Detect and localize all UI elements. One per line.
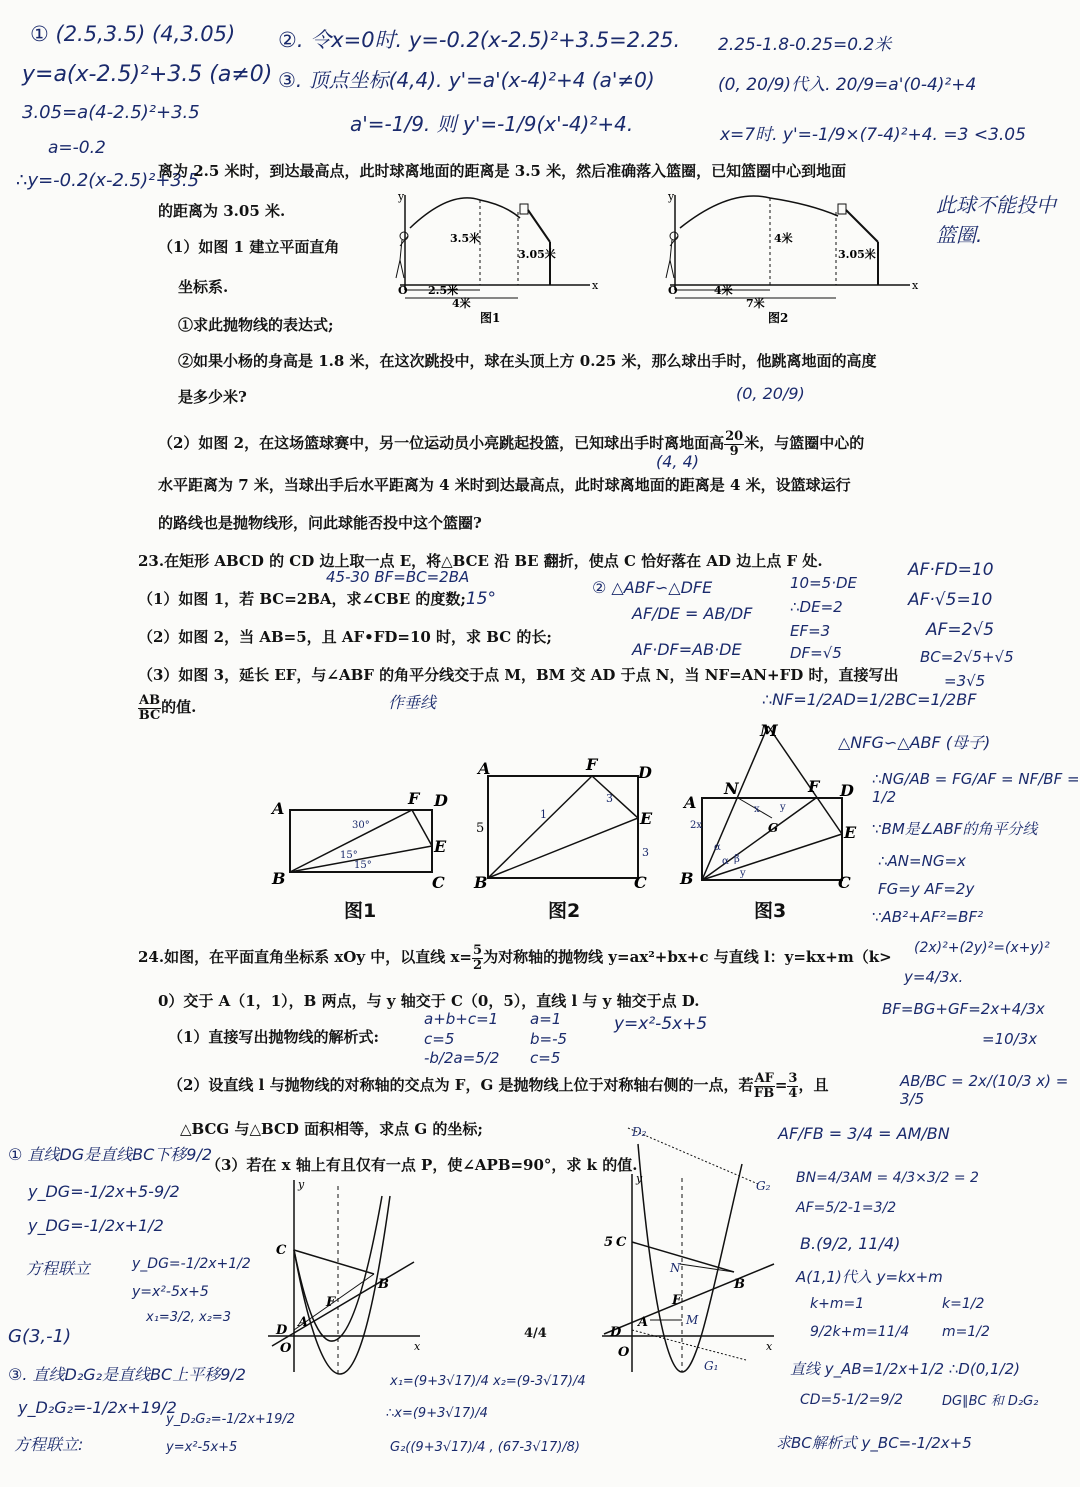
p23f1-C: C — [432, 873, 445, 892]
hw-p23-r15: ∵BM是∠ABF的角平分线 — [872, 820, 1038, 838]
fig1-d2: 4米 — [452, 297, 471, 310]
hw-top-mid-2: ③. 顶点坐标(4,4). y'=a'(x-4)²+4 (a'≠0) — [278, 68, 655, 92]
hw-p23-r9: AF=2√5 — [926, 620, 995, 640]
g2-C: C — [616, 1235, 627, 1250]
p23-ratio-fraction — [138, 694, 161, 722]
p23f1-angle-1: 30° — [352, 820, 370, 831]
p24-q2-frac-num: AF — [754, 1071, 774, 1086]
g2-B: B — [734, 1277, 745, 1292]
hw-p24-left-7: x₁=3/2, x₂=3 — [146, 1310, 232, 1325]
hw-p23-r14: ∴NG/AB = FG/AF = NF/BF = 1/2 — [872, 770, 1080, 806]
p23f3-mark-x: x — [754, 804, 760, 815]
hw-p23-r12: ∴NF=1/2AD=1/2BC=1/2BF — [762, 690, 977, 709]
hw-p24-left-10: y_D₂G₂=-1/2x+19/2 — [18, 1398, 177, 1417]
p22-frac-num: 20 — [725, 429, 744, 444]
fig2-caption: 图2 — [768, 311, 789, 325]
p23f3-B: B — [680, 869, 694, 888]
p22-line-2: 的距离为 3.05 米. — [158, 202, 286, 220]
hw-p24-mid-1: x₁=(9+3√17)/4 x₂=(9-3√17)/4 — [390, 1374, 586, 1389]
p23f3-M: M — [760, 721, 778, 740]
p22-part-2a-tail: 米，与篮圈中心的 — [744, 434, 865, 453]
g2-G2: G₂ — [756, 1179, 771, 1193]
hw-top-line-1: ① (2.5,3.5) (4,3.05) — [30, 22, 236, 46]
p24-stem-b: 为对称轴的抛物线 y=ax²+bx+c 与直线 l：y=kx+m（k> — [483, 948, 892, 967]
hw-p24-right-2: BN=4/3AM = 4/3×3/2 = 2 — [796, 1170, 979, 1186]
hw-p24-right-7: 9/2k+m=11/4 — [810, 1324, 910, 1340]
hw-top-mid-1: ②. 令x=0时. y=-0.2(x-2.5)²+3.5=2.25. — [278, 28, 681, 52]
g1-C: C — [276, 1243, 287, 1258]
hw-p24-right-4: B.(9/2, 11/4) — [800, 1234, 901, 1253]
hw-p24-sys1 — [424, 1010, 499, 1069]
hw-p24-left-11: 方程联立: — [14, 1435, 84, 1454]
p22-q2: ②如果小杨的身高是 1.8 米，在这次跳投中，球在头顶上方 0.25 米，那么球出手时，他跳离地面的高度 — [178, 352, 877, 370]
p23f2-B: B — [474, 873, 488, 892]
fig1-origin: O — [398, 284, 408, 297]
g2-F: F — [672, 1293, 682, 1308]
g1-B: B — [378, 1277, 389, 1292]
p23f2-A: A — [478, 759, 491, 778]
hw-p23-r18: ∵AB²+AF²=BF² — [872, 908, 984, 926]
g1-O: O — [280, 1341, 292, 1356]
p24-frac-den: 2 — [473, 957, 483, 973]
p23f3-mark-y: y — [780, 802, 786, 813]
g1-D: D — [276, 1323, 288, 1338]
hw-top-right-2: (0, 20/9)代入. 20/9=a'(0-4)²+4 — [718, 75, 977, 95]
hw-p24-right-1: AF/FB = 3/4 = AM/BN — [778, 1124, 950, 1143]
hw-p24-left-12: y_D₂G₂=-1/2x+19/2 — [166, 1412, 295, 1427]
hw-p24-q1-answer: y=x²-5x+5 — [614, 1014, 708, 1034]
hw-p23-r13: △NFG∽△ABF (母子) — [838, 733, 991, 752]
p24-q2-frac2-num: 3 — [788, 1071, 798, 1086]
hw-p24-sys1-row1: a+b+c=1 — [424, 1010, 499, 1028]
p22-part-1b: 坐标系. — [178, 278, 229, 296]
fig2-h1: 4米 — [774, 232, 793, 245]
hw-p24-sys2-row2: b=-5 — [530, 1029, 568, 1048]
p23-q3-tail: 的值. — [161, 698, 197, 717]
hw-p23-r4: ∴DE=2 — [790, 598, 843, 616]
hw-p24-sys1-row2: c=5 — [424, 1029, 455, 1048]
g1-F: F — [326, 1295, 336, 1310]
p24-frac-num: 5 — [473, 943, 483, 958]
p23f2-C: C — [634, 873, 647, 892]
hw-p24-sys1-row3: -b/2a=5/2 — [424, 1049, 500, 1067]
p24-ratio-fraction-1 — [754, 1072, 775, 1100]
p23f2-num-3b: 3 — [642, 846, 649, 859]
p23-q3: （3）如图 3，延长 EF，与∠ABF 的角平分线交于点 M，BM 交 AD 于点 N，当 NF=AN+FD 时，直接写出 — [138, 666, 899, 684]
hw-top-right-3: x=7时. y'=-1/9×(7-4)²+4. =3 <3.05 — [720, 125, 1026, 145]
hw-p24-sys2 — [530, 1010, 567, 1069]
hw-p23-sim: ② △ABF∽△DFE — [592, 578, 713, 597]
p23f3-mark-beta: β — [734, 854, 740, 865]
p23f2-num-3a: 3 — [606, 792, 613, 805]
p23-q1 — [138, 588, 496, 609]
p23f3-mark-y2: y — [740, 868, 746, 879]
hw-top-line-3: 3.05=a(4-2.5)²+3.5 — [22, 102, 200, 123]
hw-p24-right-13: 求BC解析式 y_BC=-1/2x+5 — [776, 1434, 972, 1452]
p24-q2-c: ，且 — [798, 1076, 829, 1095]
fig2-origin: O — [668, 284, 678, 297]
p23f1-angle-3: 15° — [354, 860, 372, 871]
p23-figure-1 — [270, 780, 450, 890]
g1-A: A — [298, 1315, 309, 1330]
p22-figure-1 — [380, 190, 600, 325]
fig2-y-label: y — [668, 190, 675, 203]
hw-p24-left-5: y_DG=-1/2x+1/2 — [132, 1256, 251, 1272]
p24-graph-1 — [264, 1176, 424, 1376]
hw-p24-right-6: k+m=1 — [810, 1296, 865, 1312]
p23f2-num-5: 5 — [476, 821, 485, 836]
g2-D: D — [610, 1325, 622, 1340]
p24-q1: （1）直接写出抛物线的解析式: — [168, 1028, 379, 1046]
hw-top-mid-3: a'=-1/9. 则 y'=-1/9(x'-4)²+4. — [350, 112, 634, 136]
p23-q3-b — [138, 694, 196, 722]
g1-y: y — [298, 1178, 305, 1191]
p24-page-number: 4/4 — [524, 1326, 547, 1341]
hw-top-line-5: ∴y=-0.2(x-2.5)²+3.5 — [16, 170, 200, 191]
p24-stem-1 — [138, 944, 892, 972]
fig1-y-label: y — [398, 190, 405, 203]
fig1-x-label: x — [592, 279, 599, 292]
hw-p24-left-13: y=x²-5x+5 — [166, 1440, 238, 1455]
hw-p23-r3: 10=5·DE — [790, 574, 857, 592]
p24-ratio-fraction-2 — [787, 1072, 798, 1100]
hw-p23-r5: EF=3 — [790, 622, 831, 640]
hw-p23-r7: AF·FD=10 — [908, 560, 994, 580]
hw-p24-left-9: ③. 直线D₂G₂是直线BC上平移9/2 — [8, 1365, 246, 1384]
hw-p23-r23: AB/BC = 2x/(10/3 x) = 3/5 — [900, 1072, 1069, 1108]
hw-p24-right-12: DG∥BC 和 D₂G₂ — [942, 1394, 1039, 1409]
hw-p24-right-11: CD=5-1/2=9/2 — [800, 1392, 904, 1408]
p23f1-E: E — [434, 837, 447, 856]
p23f3-mark-alpha-2: α — [722, 856, 729, 867]
p23f3-mark-2x: 2x — [690, 820, 703, 831]
p24-q2-a: （2）设直线 l 与抛物线的对称轴的交点为 F，G 是抛物线上位于对称轴右侧的一点，若 — [168, 1076, 754, 1095]
p24-axis-fraction — [472, 944, 483, 972]
g2-x: x — [766, 1340, 773, 1353]
p23-fig2-caption: 图2 — [548, 900, 581, 922]
p23-q2: （2）如图 2，当 AB=5，且 AF•FD=10 时，求 BC 的长; — [138, 628, 552, 646]
p24-graph-2 — [598, 1124, 788, 1374]
p23f3-C: C — [838, 873, 851, 892]
fig1-h1: 3.5米 — [450, 232, 481, 245]
fig2-d1: 4米 — [714, 284, 733, 297]
fig2-h2: 3.05米 — [838, 248, 876, 261]
p22-q2b: 是多少米? — [178, 388, 247, 406]
hw-p24-right-3: AF=5/2-1=3/2 — [796, 1200, 897, 1216]
fig1-h2: 3.05米 — [518, 248, 556, 261]
hw-p24-mid-2: ∴x=(9+3√17)/4 — [386, 1406, 488, 1421]
hw-p23-r17: FG=y AF=2y — [878, 880, 975, 898]
p22-part-2a — [158, 430, 864, 458]
g2-M: M — [686, 1313, 699, 1327]
p22-q1: ①求此抛物线的表达式; — [178, 316, 334, 334]
fig1-caption: 图1 — [480, 311, 501, 325]
p23-stem: 23.在矩形 ABCD 的 CD 边上取一点 E，将△BCE 沿 BE 翻折，使点 C 恰好落在 AD 边上点 F 处. — [138, 552, 823, 570]
p23f3-E: E — [844, 823, 857, 842]
hw-p24-left-8: G(3,-1) — [8, 1326, 72, 1347]
p23-frac-num: AB — [139, 693, 161, 708]
p24-stem-a: 24.如图，在平面直角坐标系 xOy 中，以直线 x= — [138, 948, 473, 967]
hw-top-right-4: 此球不能投中篮圈. — [936, 193, 1056, 247]
p23f2-D: D — [638, 763, 652, 782]
g2-N: N — [670, 1261, 681, 1275]
p22-part-2a-text: （2）如图 2，在这场篮球赛中，另一位运动员小亮跳起投篮，已知球出手时离地面高 — [158, 434, 725, 453]
p23f3-G: G — [768, 821, 779, 835]
hw-p23-r21: BF=BG+GF=2x+4/3x — [882, 1000, 1045, 1018]
hw-p22-pt2: (4, 4) — [656, 452, 700, 471]
hw-top-right-1: 2.25-1.8-0.25=0.2米 — [718, 35, 892, 55]
hw-p24-right-9: m=1/2 — [942, 1324, 990, 1340]
p24-stem-2: 0）交于 A（1，1），B 两点，与 y 轴交于 C（0，5），直线 l 与 y 轴交于点 D. — [158, 992, 700, 1010]
p23-q1-text: （1）如图 1，若 BC=2BA，求∠CBE 的度数; — [138, 590, 466, 608]
p22-figure-2 — [650, 190, 920, 325]
hw-p23-r19: (2x)²+(2y)²=(x+y)² — [914, 940, 1050, 956]
p22-part-1: （1）如图 1 建立平面直角 — [158, 238, 340, 256]
p23f1-F: F — [408, 789, 420, 808]
hw-p23-q1: 45-30 BF=BC=2BA — [326, 568, 470, 586]
p23-figure-2 — [474, 755, 674, 892]
p23-q1-answer: 15° — [465, 589, 497, 609]
p22-part-2c: 的路线也是抛物线形，问此球能否投中这个篮圈? — [158, 514, 482, 532]
hw-p24-left-4: 方程联立 — [26, 1259, 91, 1278]
p24-q2 — [168, 1072, 828, 1100]
hw-p24-right-8: k=1/2 — [942, 1296, 985, 1312]
p23-frac-den: BC — [138, 707, 161, 723]
hw-p24-left-6: y=x²-5x+5 — [132, 1284, 209, 1300]
hw-p24-sys2-row3: c=5 — [530, 1049, 561, 1067]
p23-fig3-caption: 图3 — [754, 900, 787, 922]
hw-top-line-2: y=a(x-2.5)²+3.5 (a≠0) — [22, 62, 273, 87]
p24-q2-d: △BCG 与△BCD 面积相等，求点 G 的坐标; — [180, 1120, 483, 1138]
hw-p24-sys2-row1: a=1 — [530, 1010, 562, 1028]
hw-p24-mid-3: G₂((9+3√17)/4 , (67-3√17)/8) — [390, 1440, 581, 1455]
hw-p22-pt1: (0, 20/9) — [736, 384, 805, 403]
hw-top-line-4: a=-0.2 — [48, 138, 106, 158]
hw-p23-r1: AF/DE = AB/DF — [632, 604, 753, 623]
g2-D2: D₂ — [632, 1125, 647, 1139]
g2-O: O — [618, 1345, 630, 1360]
g2-A: A — [638, 1315, 649, 1330]
hw-p23-r8: AF·√5=10 — [908, 590, 993, 610]
p22-line-1: 离为 2.5 米时，到达最高点，此时球离地面的距离是 3.5 米，然后准确落入篮圈，已知篮圈中心到地面 — [158, 162, 847, 180]
p23f3-mark-alpha-1: α — [714, 842, 721, 853]
p23f3-D: D — [840, 781, 854, 800]
p23f3-N: N — [724, 779, 739, 798]
p24-q3: （3）若在 x 轴上有且仅有一点 P，使∠APB=90°，求 k 的值. — [206, 1156, 638, 1174]
hw-p23-r2: AF·DF=AB·DE — [632, 640, 742, 659]
p24-q2-frac-den: FB — [754, 1085, 775, 1101]
fig2-d2: 7米 — [746, 297, 765, 310]
g1-x: x — [414, 1340, 421, 1353]
g2-y: y — [636, 1172, 643, 1185]
fig2-x-label: x — [912, 279, 919, 292]
p23f3-F: F — [808, 777, 820, 796]
p24-q2-frac2-den: 4 — [788, 1085, 798, 1101]
p23f1-angle-2: 15° — [340, 850, 358, 861]
hw-p23-make: 作垂线 — [388, 693, 437, 712]
p23f3-A: A — [684, 793, 697, 812]
hw-p23-r22: =10/3x — [982, 1030, 1038, 1048]
p23f1-A: A — [272, 799, 285, 818]
hw-p24-left-1: ① 直线DG是直线BC下移9/2 — [8, 1145, 213, 1164]
hw-p23-r10: BC=2√5+√5 — [920, 648, 1014, 666]
g2-G1: G₁ — [704, 1359, 719, 1373]
p23f2-F: F — [586, 755, 598, 774]
hw-p23-r16: ∴AN=NG=x — [878, 852, 966, 870]
p23-fig1-caption: 图1 — [344, 900, 377, 922]
p23-figure-3 — [676, 720, 866, 890]
fig1-d1: 2.5米 — [428, 284, 459, 297]
hw-p23-r11: =3√5 — [944, 672, 986, 690]
p22-height-fraction — [724, 430, 744, 458]
p23f1-D: D — [434, 791, 448, 810]
hw-p23-r20: y=4/3x. — [904, 968, 964, 986]
p22-frac-den: 9 — [729, 443, 739, 459]
p23f1-B: B — [272, 869, 286, 888]
p24-q2-eq: = — [774, 1076, 788, 1095]
hw-p24-right-5: A(1,1)代入 y=kx+m — [796, 1268, 943, 1286]
p22-part-2b: 水平距离为 7 米，当球出手后水平距离为 4 米时到达最高点，此时球离地面的距离是 4 米，设篮球运行 — [158, 476, 851, 494]
p23f2-E: E — [640, 809, 653, 828]
p23f2-num-1: 1 — [540, 808, 547, 821]
hw-p24-left-3: y_DG=-1/2x+1/2 — [28, 1216, 164, 1235]
hw-p23-r6: DF=√5 — [790, 644, 842, 662]
g2-five: 5 — [604, 1235, 614, 1250]
hw-p24-right-10: 直线 y_AB=1/2x+1/2 ∴D(0,1/2) — [790, 1360, 1021, 1378]
hw-p24-left-2: y_DG=-1/2x+5-9/2 — [28, 1182, 180, 1201]
